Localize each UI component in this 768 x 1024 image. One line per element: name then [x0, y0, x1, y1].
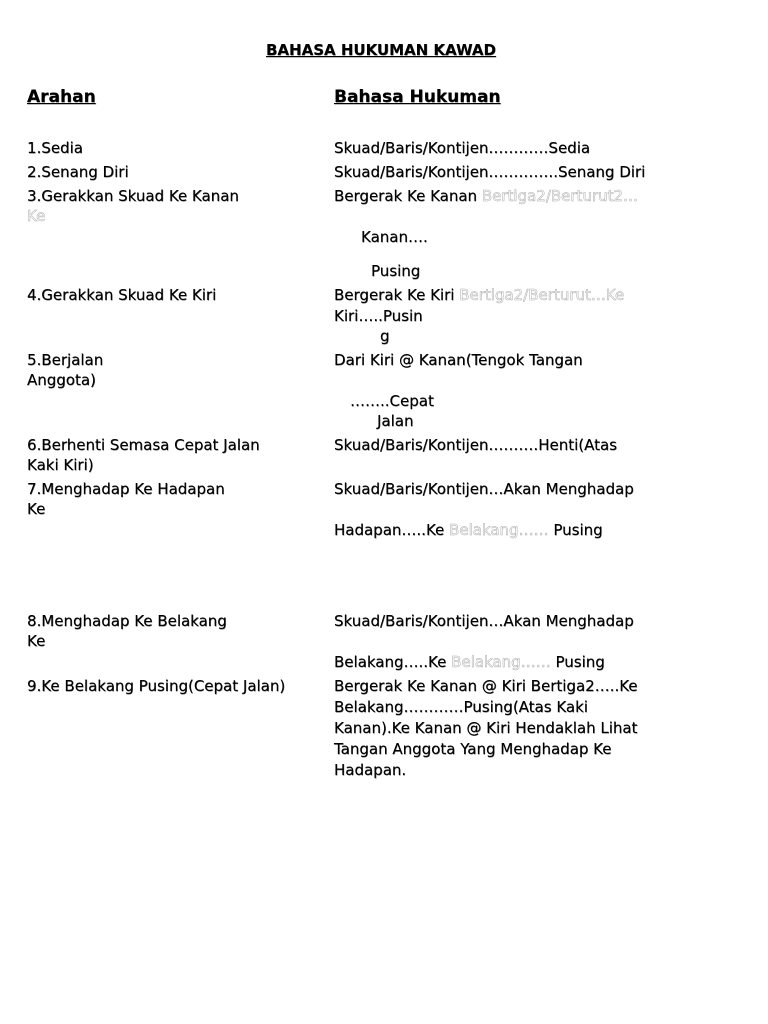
hukuman-text: Pusing — [371, 262, 421, 280]
arahan-item: 2.Senang Diri — [27, 163, 129, 181]
hukuman-text — [334, 520, 603, 540]
hukuman-text: Skuad/Baris/Kontijen…………Sedia — [334, 139, 591, 157]
hukuman-text: Jalan — [377, 412, 414, 430]
hukuman-text: Tangan Anggota Yang Menghadap Ke — [334, 740, 612, 758]
hukuman-text: Kanan).Ke Kanan @ Kiri Hendaklah Lihat — [334, 719, 638, 737]
arahan-item: Anggota) — [27, 371, 96, 389]
hukuman-part: Bergerak Ke Kanan — [334, 187, 478, 205]
hukuman-text: Belakang…………Pusing(Atas Kaki — [334, 698, 588, 716]
arahan-item: 9.Ke Belakang Pusing(Cepat Jalan) — [27, 677, 286, 695]
hukuman-text: Skuad/Baris/Kontijen…Akan Menghadap — [334, 480, 634, 498]
document-title: BAHASA HUKUMAN KAWAD — [266, 41, 496, 59]
hukuman-text: Kanan…. — [361, 228, 428, 246]
hukuman-part: Belakang…..Ke — [334, 653, 447, 671]
arahan-item: Kaki Kiri) — [27, 456, 94, 474]
hukuman-part: Pusing — [553, 521, 603, 539]
hukuman-text — [334, 285, 624, 305]
hukuman-text — [334, 652, 605, 672]
header-arahan: Arahan — [27, 87, 96, 107]
arahan-item: 7.Menghadap Ke Hadapan — [27, 480, 225, 498]
hukuman-text: Bergerak Ke Kanan @ Kiri Bertiga2…..Ke — [334, 677, 638, 695]
hukuman-text: Kiri…..Pusin — [334, 307, 423, 325]
hukuman-faded-part: Bertiga2/Berturut…Ke — [459, 286, 625, 304]
hukuman-part: Hadapan…..Ke — [334, 521, 445, 539]
hukuman-text: Hadapan. — [334, 761, 407, 779]
arahan-item: 5.Berjalan — [27, 351, 104, 369]
hukuman-faded-part: Bertiga2/Berturut2… — [481, 187, 639, 205]
arahan-item: Ke — [27, 207, 46, 225]
hukuman-text — [334, 186, 638, 206]
hukuman-part: Pusing — [555, 653, 605, 671]
arahan-item: 3.Gerakkan Skuad Ke Kanan — [27, 187, 239, 205]
hukuman-part: Bergerak Ke Kiri — [334, 286, 455, 304]
arahan-item: 4.Gerakkan Skuad Ke Kiri — [27, 286, 217, 304]
hukuman-text: Skuad/Baris/Kontijen…Akan Menghadap — [334, 612, 634, 630]
arahan-item: 6.Berhenti Semasa Cepat Jalan — [27, 436, 260, 454]
hukuman-faded-part: Belakang…… — [451, 653, 551, 671]
hukuman-text: Skuad/Baris/Kontijen…………..Senang Diri — [334, 163, 646, 181]
hukuman-text: g — [380, 327, 390, 345]
arahan-item: Ke — [27, 500, 46, 518]
arahan-item: 1.Sedia — [27, 139, 83, 157]
hukuman-faded-part: Belakang…… — [449, 521, 549, 539]
arahan-item: 8.Menghadap Ke Belakang — [27, 612, 227, 630]
header-bahasa-hukuman: Bahasa Hukuman — [334, 87, 501, 107]
hukuman-text: ……..Cepat — [350, 392, 434, 410]
hukuman-text: Skuad/Baris/Kontijen……….Henti(Atas — [334, 436, 618, 454]
hukuman-text: Dari Kiri @ Kanan(Tengok Tangan — [334, 351, 583, 369]
arahan-item: Ke — [27, 632, 46, 650]
